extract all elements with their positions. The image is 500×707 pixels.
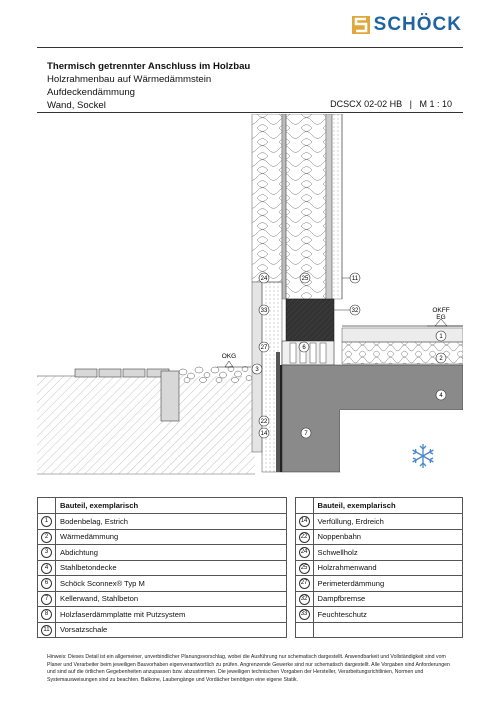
callout-24 — [259, 273, 269, 283]
legend-number-circle: 32 — [299, 594, 310, 605]
legend-table — [37, 497, 463, 638]
legend-number — [38, 545, 56, 561]
legend-label: Stahlbetondecke — [56, 560, 287, 576]
detail-code — [330, 99, 452, 109]
callout-3 — [252, 364, 262, 374]
legend-number — [295, 514, 313, 530]
callout-32 — [350, 305, 360, 315]
detail-title: Thermisch getrennter Anschluss im Holzbau — [47, 61, 251, 72]
legend-label: Schöck Sconnex® Typ M — [56, 576, 287, 592]
legend-number — [295, 576, 313, 592]
legend-number — [38, 622, 56, 638]
waterproofing-strip — [280, 365, 282, 472]
svg-text:7: 7 — [304, 431, 308, 437]
sill-beam-hatch — [286, 299, 334, 341]
legend-number — [295, 591, 313, 607]
facade-board — [282, 114, 286, 299]
code-separator: | — [409, 99, 412, 109]
detail-code-id: DCSCX 02-02 HB — [330, 99, 403, 109]
svg-text:25: 25 — [301, 276, 309, 282]
legend-row — [38, 622, 463, 638]
inner-board — [326, 114, 332, 299]
legend-row — [38, 545, 463, 561]
detail-subtitle-2: Aufdeckendämmung — [47, 87, 135, 98]
soil-backfill — [37, 376, 255, 474]
legend-number — [38, 529, 56, 545]
svg-text:32: 32 — [351, 308, 359, 314]
svg-text:1: 1 — [439, 334, 443, 340]
legend-row — [38, 591, 463, 607]
brand-name: SCHÖCK — [373, 14, 462, 35]
detail-scale: M 1 : 10 — [419, 99, 452, 109]
callout-4 — [436, 390, 446, 400]
legend-label: Kellerwand, Stahlbeton — [56, 591, 287, 607]
level-okff — [427, 307, 463, 326]
legend-row — [38, 607, 463, 623]
okg-label: OKG — [221, 353, 237, 360]
dimple-sheet — [276, 352, 280, 472]
brand-logo — [352, 14, 462, 36]
legend-number-circle: 24 — [299, 547, 310, 558]
legend-row — [38, 514, 463, 530]
disclaimer-note: Hinweis: Dieses Detail ist ein allgemeiner, unverbindlicher Planungsvorschlag, wobei die Ausführung nur schematisch dargestellt. Anwendbarkeit und Vollständigkeit sind vom Planer und Verarbeiter beim jeweiligen Bauvorhaben eigenverantwortlich zu prüfen. Angrenzende Gewerke sind nur schematisch dargestellt. Alle Vorgaben sind Anforderungen und sind auf die örtlichen Gegebenheiten anzupassen bzw. abzustimmen. Die jeweiligen technischen Vorgaben der Hersteller, Verarbeitungsrichtlinien, Normen und Systemausweisungen sind zu beachten. Balkone, Laubengänge und Vordächer benötigen eine eigene Statik. — [47, 654, 450, 683]
legend-number — [38, 591, 56, 607]
svg-text:33: 33 — [260, 308, 268, 314]
legend-number-circle: 8 — [41, 609, 52, 620]
okff-label: OKFF — [432, 307, 450, 314]
svg-text:2: 2 — [439, 356, 443, 362]
svg-text:11: 11 — [351, 276, 359, 282]
installation-layer — [332, 114, 342, 299]
legend-rows — [38, 514, 463, 638]
facade-insulation-outer — [252, 114, 282, 282]
legend-number-circle: 14 — [299, 516, 310, 527]
legend-number — [295, 545, 313, 561]
legend-label: Perimeterdämmung — [313, 576, 462, 592]
legend-number — [295, 529, 313, 545]
header-rule-top — [37, 47, 463, 48]
callout-7 — [301, 428, 311, 438]
header-rule-bottom — [37, 112, 463, 113]
legend-number — [38, 576, 56, 592]
legend-label: Dampfbremse — [313, 591, 462, 607]
timber-frame-wall — [286, 114, 326, 299]
legend-label: Feuchteschutz — [313, 607, 462, 623]
detail-header — [47, 60, 250, 112]
legend-number — [38, 514, 56, 530]
construction-section-svg — [37, 114, 463, 492]
detail-subtitle-1: Holzrahmenbau auf Wärmedämmstein — [47, 74, 212, 85]
detail-subtitle-3: Wand, Sockel — [47, 100, 106, 111]
schoeck-logo-icon — [352, 16, 370, 34]
svg-text:4: 4 — [439, 393, 443, 399]
svg-text:24: 24 — [260, 276, 268, 282]
legend-number-circle: 27 — [299, 578, 310, 589]
legend-label: Holzrahmenwand — [313, 560, 462, 576]
legend-header-right: Bauteil, exemplarisch — [313, 498, 462, 514]
svg-text:27: 27 — [260, 345, 268, 351]
legend-number-circle: 1 — [41, 516, 52, 527]
legend-number-circle: 11 — [41, 625, 52, 636]
legend-label: Holzfaserdämmplatte mit Putzsystem — [56, 607, 287, 623]
legend-number-circle: 4 — [41, 563, 52, 574]
legend-number-circle: 6 — [41, 578, 52, 589]
callout-14 — [259, 428, 269, 438]
legend-number-circle: 22 — [299, 532, 310, 543]
legend-label: Bodenbelag, Estrich — [56, 514, 287, 530]
legend-label: Vorsatzschale — [56, 622, 287, 638]
svg-text:3: 3 — [255, 367, 259, 373]
legend-label: Schwellholz — [313, 545, 462, 561]
legend-label — [313, 622, 462, 638]
basement-room — [340, 410, 463, 472]
callout-22 — [259, 416, 269, 426]
callout-2 — [436, 353, 446, 363]
legend-number-circle: 7 — [41, 594, 52, 605]
legend-label: Noppenbahn — [313, 529, 462, 545]
legend-number — [295, 622, 313, 638]
svg-text:22: 22 — [260, 419, 268, 425]
svg-text:14: 14 — [260, 431, 268, 437]
legend-number-circle: 25 — [299, 563, 310, 574]
legend-number-circle: 33 — [299, 609, 310, 620]
legend-label: Abdichtung — [56, 545, 287, 561]
legend-number — [295, 560, 313, 576]
svg-text:6: 6 — [302, 345, 306, 351]
callout-11 — [350, 273, 360, 283]
legend-row — [38, 529, 463, 545]
legend-number-circle: 3 — [41, 547, 52, 558]
callout-33 — [259, 305, 269, 315]
legend-number — [38, 560, 56, 576]
legend-label: Verfüllung, Erdreich — [313, 514, 462, 530]
legend-number — [38, 607, 56, 623]
callout-1 — [436, 331, 446, 341]
eg-label: EG — [436, 314, 446, 321]
section-drawing — [37, 114, 463, 492]
legend-number — [295, 607, 313, 623]
legend-row — [38, 560, 463, 576]
legend-row — [38, 576, 463, 592]
callout-6 — [299, 342, 309, 352]
callout-27 — [259, 342, 269, 352]
legend-number-circle: 2 — [41, 532, 52, 543]
legend-header-left: Bauteil, exemplarisch — [56, 498, 287, 514]
legend-label: Wärmedämmung — [56, 529, 287, 545]
callout-25 — [300, 273, 310, 283]
level-okg — [217, 353, 251, 367]
